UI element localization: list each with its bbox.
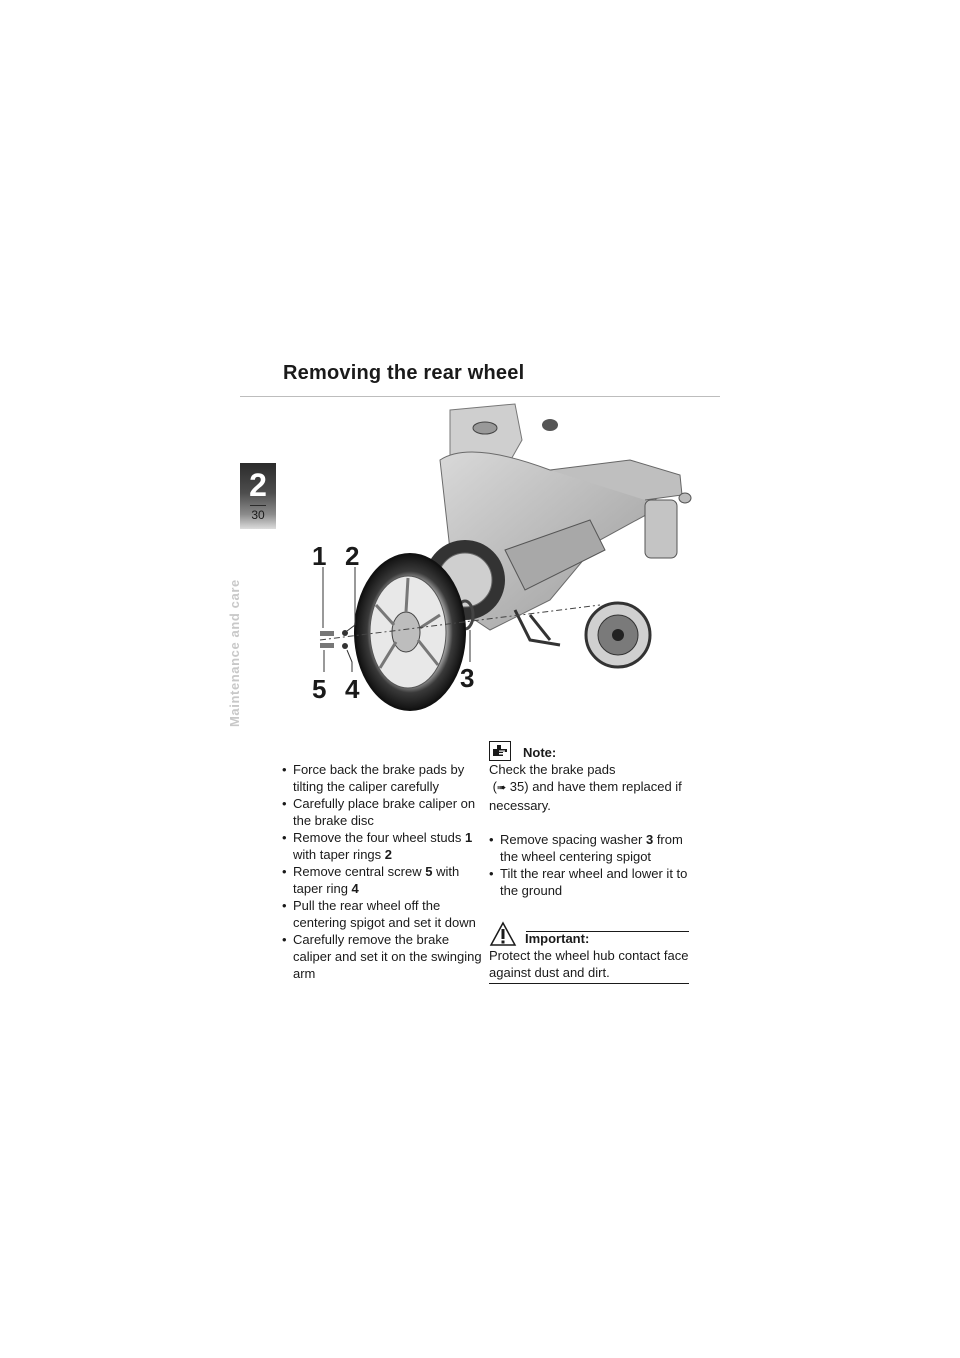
callout-3: 3: [460, 663, 475, 693]
note-body: Check the brake pads (➠ 35) and have them replaced if necessary.: [489, 762, 682, 813]
callout-2: 2: [345, 541, 360, 571]
important-header: [489, 917, 691, 947]
list-item: • Pull the rear wheel off the centering spigot and set it down: [282, 897, 482, 931]
ref-number: 1: [464, 830, 473, 845]
brake-disc: [586, 603, 650, 667]
left-column: [282, 761, 482, 982]
important-divider: [526, 931, 689, 932]
left-step-list: [282, 761, 482, 982]
callout-1: 1: [312, 541, 327, 571]
list-item: • Tilt the rear wheel and lower it to the ground: [489, 865, 691, 899]
motorcycle-wheel-diagram: [300, 400, 700, 720]
callout-5: 5: [312, 674, 327, 704]
ref-number: 2: [384, 847, 392, 862]
list-item: • Carefully place brake caliper on the brake disc: [282, 795, 482, 829]
note-hand-icon: [489, 741, 511, 761]
list-item: • Remove spacing washer 3 from the wheel centering spigot: [489, 831, 691, 865]
important-title: Important:: [525, 931, 590, 946]
list-item: • Remove the four wheel studs 1 with taper rings 2: [282, 829, 482, 863]
rear-wheel-illustration: [300, 400, 700, 720]
ref-number: 5: [425, 864, 433, 879]
right-column: [489, 733, 691, 984]
ref-number: 4: [351, 881, 359, 896]
note-title: Note:: [523, 745, 557, 760]
arrow-right-icon: ➠: [496, 782, 507, 794]
list-item: • Carefully remove the brake caliper and set it on the swinging arm: [282, 931, 482, 982]
right-step-list: [489, 831, 691, 899]
rear-wheel: [355, 554, 465, 710]
section-side-label: Maintenance and care: [227, 579, 242, 727]
important-box: [489, 917, 691, 984]
chapter-number: 2: [249, 467, 267, 503]
list-item: • Force back the brake pads by tilting the caliper carefully: [282, 761, 482, 795]
callout-4: 4: [345, 674, 360, 704]
page-number: 30: [251, 508, 265, 522]
list-item: • Remove central screw 5 with taper ring 4: [282, 863, 482, 897]
page-title: Removing the rear wheel: [283, 362, 525, 384]
chapter-tab: [240, 463, 276, 529]
important-body: Protect the wheel hub contact face against dust and dirt.: [489, 947, 689, 984]
warning-triangle-icon: [489, 921, 517, 947]
note-header: [489, 733, 691, 761]
ref-number: 3: [645, 832, 654, 847]
chapter-divider: [250, 505, 266, 506]
title-divider: [240, 396, 720, 397]
